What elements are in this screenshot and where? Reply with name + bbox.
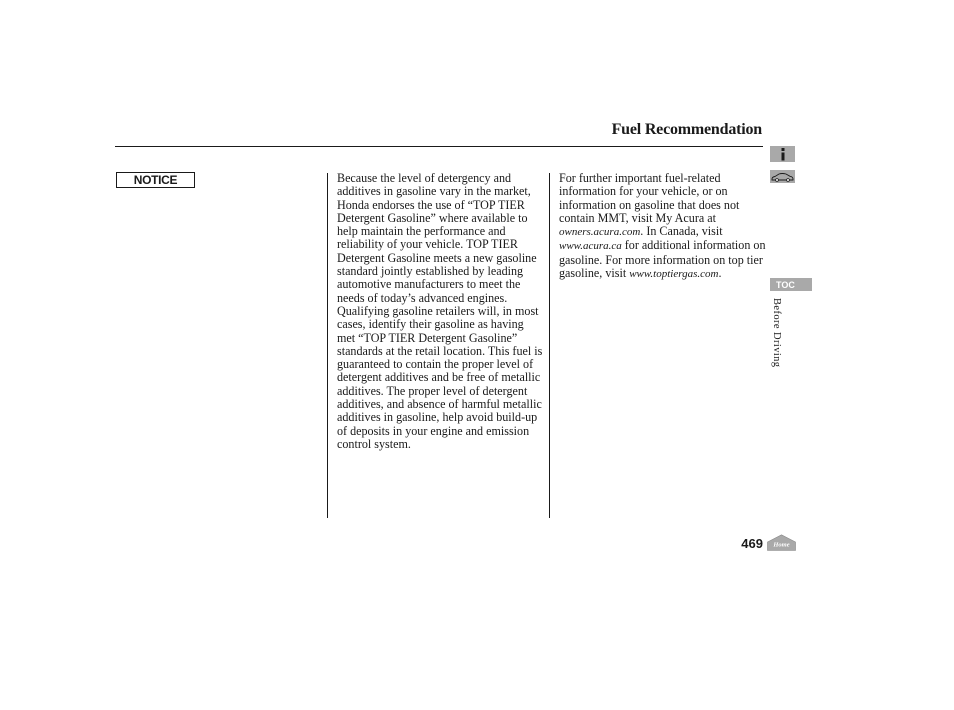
vehicle-button[interactable] (770, 170, 795, 183)
home-label: Home (773, 541, 790, 549)
detergent-gasoline-column (337, 172, 544, 451)
car-icon (771, 172, 794, 182)
notice-label: NOTICE (116, 172, 195, 188)
owners-acura-link[interactable]: owners.acura.com (559, 226, 641, 239)
toptiergas-link[interactable]: www.toptiergas.com (629, 268, 719, 281)
home-button[interactable] (767, 534, 796, 551)
header-divider (115, 146, 763, 147)
page-title: Fuel Recommendation (611, 121, 762, 138)
page-number: 469 (741, 536, 763, 551)
column-divider-left (327, 173, 328, 518)
fuel-info-text-3: for additional information on gasoline. For more information on top tier gasoline, visit (559, 238, 766, 281)
section-tab-before-driving: Before Driving (771, 298, 782, 368)
fuel-info-text-4: . (718, 266, 722, 281)
home-icon (767, 534, 796, 551)
fuel-info-paragraph (559, 172, 767, 281)
fuel-info-text-1: For further important fuel-related information for your vehicle, or on information on gasoline that does not contain MMT, visit My Acura at (559, 171, 740, 225)
column-divider-right (549, 173, 550, 518)
toc-button[interactable]: TOC (770, 278, 812, 291)
info-button[interactable] (770, 146, 795, 162)
fuel-info-column (559, 172, 767, 281)
detergent-paragraph: Because the level of detergency and additives in gasoline vary in the market, Honda endorses the use of “TOP TIER Detergent Gasoline” where available to help maintain the performance and reliability of your vehicle. TOP TIER Detergent Gasoline meets a new gasoline standard jointly established by leading automotive manufacturers to meet the needs of today’s advanced engines. Qualifying gasoline retailers will, in most cases, identify their gasoline as having met “TOP TIER Detergent Gasoline” standards at the retail location. This fuel is guaranteed to contain the proper level of detergent additives and be free of metallic additives. The proper level of detergent additives, and absence of harmful metallic additives in gasoline, help avoid build-up of deposits in your engine and emission control system. (337, 171, 543, 451)
info-icon (779, 148, 787, 161)
fuel-info-text-2: . In Canada, visit (640, 224, 723, 239)
acura-ca-link[interactable]: www.acura.ca (559, 240, 622, 253)
